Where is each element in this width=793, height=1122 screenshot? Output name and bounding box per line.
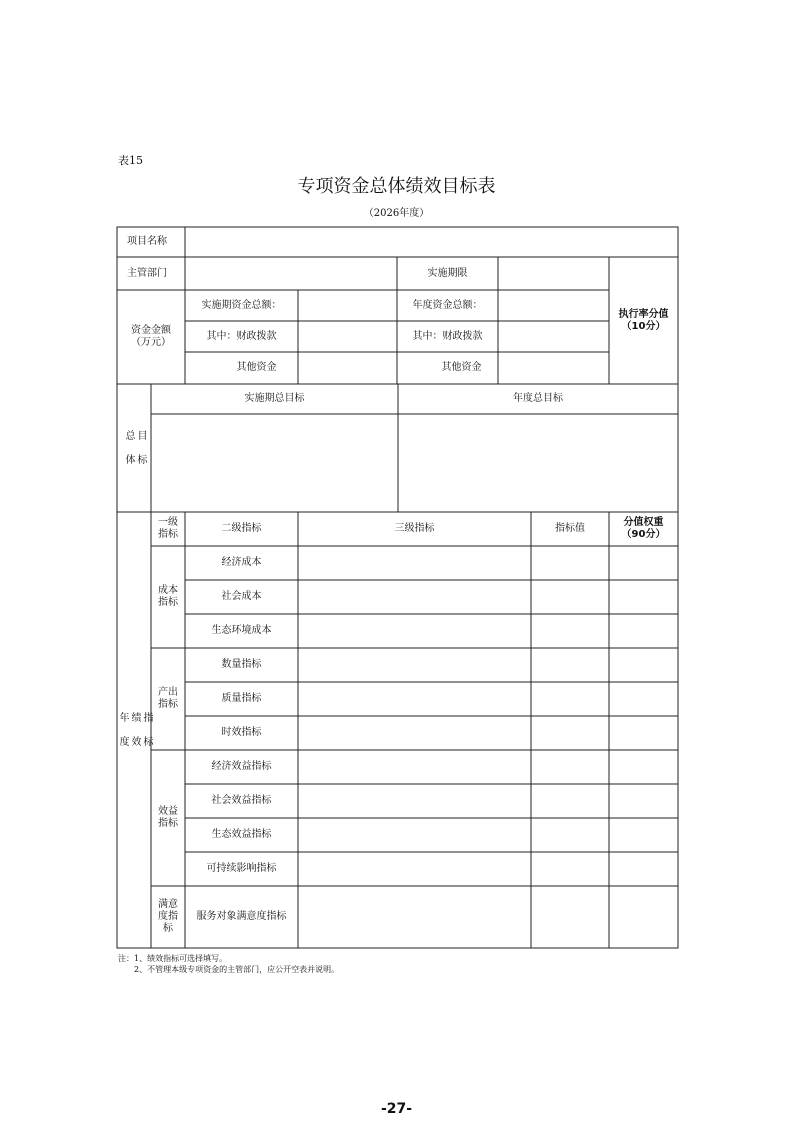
department-label: 主管部门 (127, 267, 167, 279)
fiscal-left-label: 其中：财政拨款 (206, 330, 277, 342)
indicator-item: 生态环境成本 (211, 625, 272, 636)
overall-goal-label-b: 目 标 (135, 430, 146, 466)
period-total-label: 实施期资金总额： (201, 299, 282, 311)
annual-indicators-label-b: 绩 效 (129, 712, 140, 748)
footnotes (118, 953, 339, 975)
group-cost: 成本指标 (158, 585, 178, 608)
year-total-label: 年度资金总额： (412, 299, 483, 311)
col-weight-label: 分值权重 (623, 517, 664, 528)
execution-rate-label: 执行率分值 (618, 309, 669, 320)
annual-indicators-label-a: 年 度 (117, 712, 128, 748)
col-level1-header: 一级指标 (158, 517, 178, 540)
execution-rate-header (609, 290, 678, 352)
col-value-header: 指标值 (555, 523, 585, 534)
annual-indicators-label (117, 512, 151, 948)
col-weight-score: （90分） (621, 529, 666, 540)
project-name-label: 项目名称 (127, 236, 167, 247)
page-title: 专项资金总体绩效目标表 (297, 176, 496, 197)
footnote-2: 2、不管理本级专项资金的主管部门，应公开空表并说明。 (118, 965, 340, 974)
table-number: 表15 (118, 154, 143, 167)
fiscal-year: （2026年度） (363, 208, 430, 219)
funds-label-cell (117, 290, 185, 384)
other-right-label: 其他资金 (441, 362, 482, 373)
indicator-item: 服务对象满意度指标 (196, 911, 287, 922)
year-goal-header: 年度总目标 (513, 393, 563, 404)
funds-label: 资金金额 (131, 325, 171, 336)
group-output: 产出指标 (158, 687, 178, 710)
other-left-label: 其他资金 (236, 362, 277, 373)
indicator-item: 社会效益指标 (211, 795, 272, 806)
indicator-item: 经济效益指标 (211, 761, 272, 772)
funds-unit: （万元） (131, 337, 171, 348)
group-benefit: 效益指标 (158, 806, 178, 829)
execution-rate-score: （10分） (621, 321, 666, 332)
indicator-item: 经济成本 (221, 557, 262, 568)
indicator-item: 质量指标 (221, 693, 262, 704)
overall-goal-label-a: 总 体 (123, 430, 134, 466)
group-satisfaction: 满意度指标 (158, 899, 178, 934)
overall-goal-label (117, 384, 151, 512)
period-label: 实施期限 (427, 267, 468, 279)
footnote-1: 注：1、绩效指标可选择填写。 (118, 954, 228, 963)
fiscal-right-label: 其中：财政拨款 (412, 330, 483, 342)
page-number: -27- (380, 1101, 413, 1117)
indicator-item: 可持续影响指标 (206, 863, 277, 874)
col-level3-header: 三级指标 (394, 523, 435, 534)
period-goal-header: 实施期总目标 (244, 393, 305, 404)
col-level2-header: 二级指标 (221, 523, 262, 534)
col-weight-header (609, 512, 678, 546)
annual-indicators-label-c: 指 标 (141, 712, 152, 748)
indicator-item: 生态效益指标 (211, 829, 272, 840)
indicator-item: 时效指标 (221, 727, 262, 738)
indicator-item: 数量指标 (221, 659, 262, 670)
indicator-item: 社会成本 (221, 591, 262, 602)
